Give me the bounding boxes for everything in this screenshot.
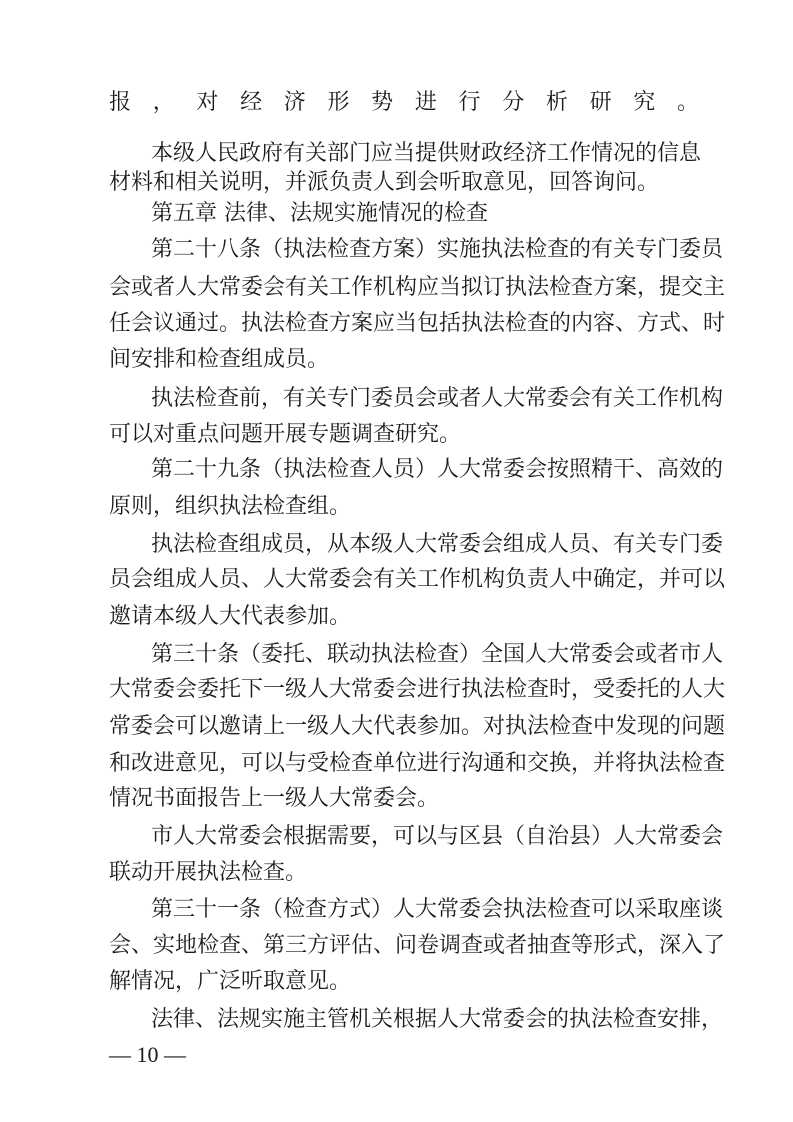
chapter-heading: 第五章 法律、法规实施情况的检查 [151, 201, 488, 226]
text-line: 市人大常委会根据需要，可以与区县（自治县）人大常委会 [151, 824, 724, 849]
text-line: 解情况，广泛听取意见。 [109, 969, 352, 994]
text-line: 执法检查前，有关专门委员会或者人大常委会有关工作机构 [151, 386, 724, 411]
text-line: 本级人民政府有关部门应当提供财政经济工作情况的信息 [151, 141, 702, 166]
text-line: 第三十一条（检查方式）人大常委会执法检查可以采取座谈 [151, 897, 724, 922]
text-line: 情况书面报告上一级人大常委会。 [109, 786, 440, 811]
text-line: 间安排和检查组成员。 [109, 347, 330, 372]
text-line: 第三十条（委托、联动执法检查）全国人大常委会或者市人 [151, 642, 724, 667]
text-line: 法律、法规实施主管机关根据人大常委会的执法检查安排， [151, 1007, 724, 1032]
page-number: — 10 — [109, 1042, 186, 1067]
text-line: 联动开展执法检查。 [109, 860, 308, 885]
text-line: 原则，组织执法检查组。 [109, 494, 352, 519]
text-line: 报，对经济形势进行分析研究。 [109, 90, 699, 115]
text-line: 执法检查组成员，从本级人大常委会组成人员、有关专门委 [151, 532, 724, 557]
text-line: 第二十九条（执法检查人员）人大常委会按照精干、高效的 [151, 457, 724, 482]
text-line: 和改进意见，可以与受检查单位进行沟通和交换，并将执法检查 [109, 751, 726, 776]
text-line: 员会组成人员、人大常委会有关工作机构负责人中确定，并可以 [109, 567, 726, 592]
text-line: 会或者人大常委会有关工作机构应当拟订执法检查方案，提交主 [109, 275, 726, 300]
text-line: 任会议通过。执法检查方案应当包括执法检查的内容、方式、时 [109, 311, 726, 336]
text-line: 会、实地检查、第三方评估、问卷调查或者抽查等形式，深入了 [109, 933, 726, 958]
text-line: 邀请本级人大代表参加。 [109, 604, 352, 629]
text-line: 第二十八条（执法检查方案）实施执法检查的有关专门委员 [151, 237, 724, 262]
text-line: 常委会可以邀请上一级人大代表参加。对执法检查中发现的问题 [109, 714, 726, 739]
text-line: 材料和相关说明，并派负责人到会听取意见，回答询问。 [109, 170, 660, 195]
text-line: 大常委会委托下一级人大常委会进行执法检查时，受委托的人大 [109, 677, 726, 702]
text-line: 可以对重点问题开展专题调查研究。 [109, 422, 462, 447]
